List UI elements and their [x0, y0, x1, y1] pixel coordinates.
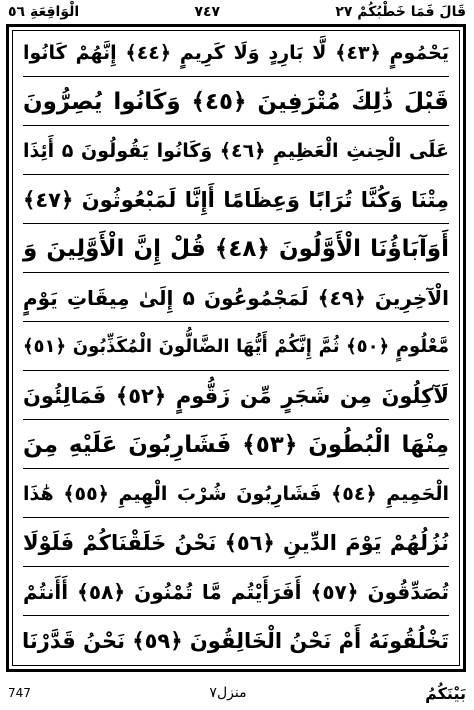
line-rule	[23, 223, 449, 224]
verse-line-10: الْحَمِيمِ ﴿٥٤﴾ فَشَارِبُونَ شُرْبَ الْهِيمِ ﴿٥٥﴾ هَٰذَا	[23, 483, 450, 505]
line-rule	[23, 615, 449, 616]
verse-line-6: الْآخِرِينَ ﴿٤٩﴾ لَمَجْمُوعُونَ ۵ إِلَىٰ مِيقَاتِ يَوْمٍ	[23, 286, 449, 310]
verse-line-2: قَبْلَ ذَٰلِكَ مُتْرَفِينَ ﴿٤٥﴾ وَكَانُوا يُصِرُّونَ	[23, 89, 449, 115]
verse-line-5: أَوَآبَاؤُنَا الْأَوَّلُونَ ﴿٤٨﴾ قُلْ إِنَّ الْأَوَّلِينَ وَ	[23, 236, 450, 262]
verse-line-7: مَّعْلُومٍ ﴿٥٠﴾ ثُمَّ إِنَّكُمْ أَيُّهَا الضَّالُّونَ الْمُكَذِّبُونَ ﴿٥١﴾	[23, 336, 449, 357]
verse-line-12: تُصَدِّقُونَ ﴿٥٧﴾ أَفَرَأَيْتُم مَّا تُمْنُونَ ﴿٥٨﴾ أَأَنتُمْ	[23, 580, 450, 604]
line-rule	[23, 272, 449, 273]
line-rule	[23, 76, 449, 77]
catchword: بَيْنَكُمُ	[425, 683, 466, 703]
verse-line-13: تَخْلُقُونَهُ أَمْ نَحْنُ الْخَالِقُونَ ﴿٥٩﴾ نَحْنُ قَدَّرْنَا	[22, 629, 449, 653]
line-rule	[23, 468, 449, 469]
line-rule	[23, 321, 449, 322]
page-number-arabic: ٧٤٧	[194, 4, 221, 20]
manzil-label: منزل٧	[209, 685, 247, 701]
text-frame	[6, 24, 466, 672]
line-rule	[23, 125, 449, 126]
verse-line-8: لَآكِلُونَ مِن شَجَرٍ مِّن زَقُّومٍ ﴿٥٢﴾ فَمَالِئُونَ	[23, 384, 449, 408]
verse-line-11: نُزُلُهُمْ يَوْمَ الدِّينِ ﴿٥٦﴾ نَحْنُ خَلَقْنَاكُمْ فَلَوْلَا	[23, 531, 449, 555]
verse-line-9: مِنْهَا الْبُطُونَ ﴿٥٣﴾ فَشَارِبُونَ عَلَيْهِ مِنَ	[23, 432, 449, 458]
surah-title: الْوَاقِعَةِ ٥٦	[8, 4, 80, 20]
line-rule	[23, 566, 449, 567]
juz-title: قَالَ فَمَا خَطْبُكُمْ ٢٧	[335, 4, 466, 20]
line-rule	[23, 174, 449, 175]
verse-line-4: مِتْنَا وَكُنَّا تُرَابًا وَعِظَامًا أَإِنَّا لَمَبْعُوثُونَ ﴿٤٧﴾	[23, 188, 449, 212]
line-rule	[23, 517, 449, 518]
verse-line-3: عَلَى الْحِنثِ الْعَظِيمِ ﴿٤٦﴾ وَكَانُوا يَقُولُونَ ۵ أَئِذَا	[23, 140, 450, 162]
text-frame-inner	[12, 30, 460, 666]
page-footer	[8, 680, 466, 706]
line-rule	[23, 419, 449, 420]
page-header	[8, 2, 466, 22]
page-number: 747	[8, 686, 31, 700]
verse-line-1: يَحْمُومٍ ﴿٤٣﴾ لَّا بَارِدٍ وَلَا كَرِيمٍ ﴿٤٤﴾ إِنَّهُمْ كَانُوا	[23, 42, 449, 64]
line-rule	[23, 370, 449, 371]
